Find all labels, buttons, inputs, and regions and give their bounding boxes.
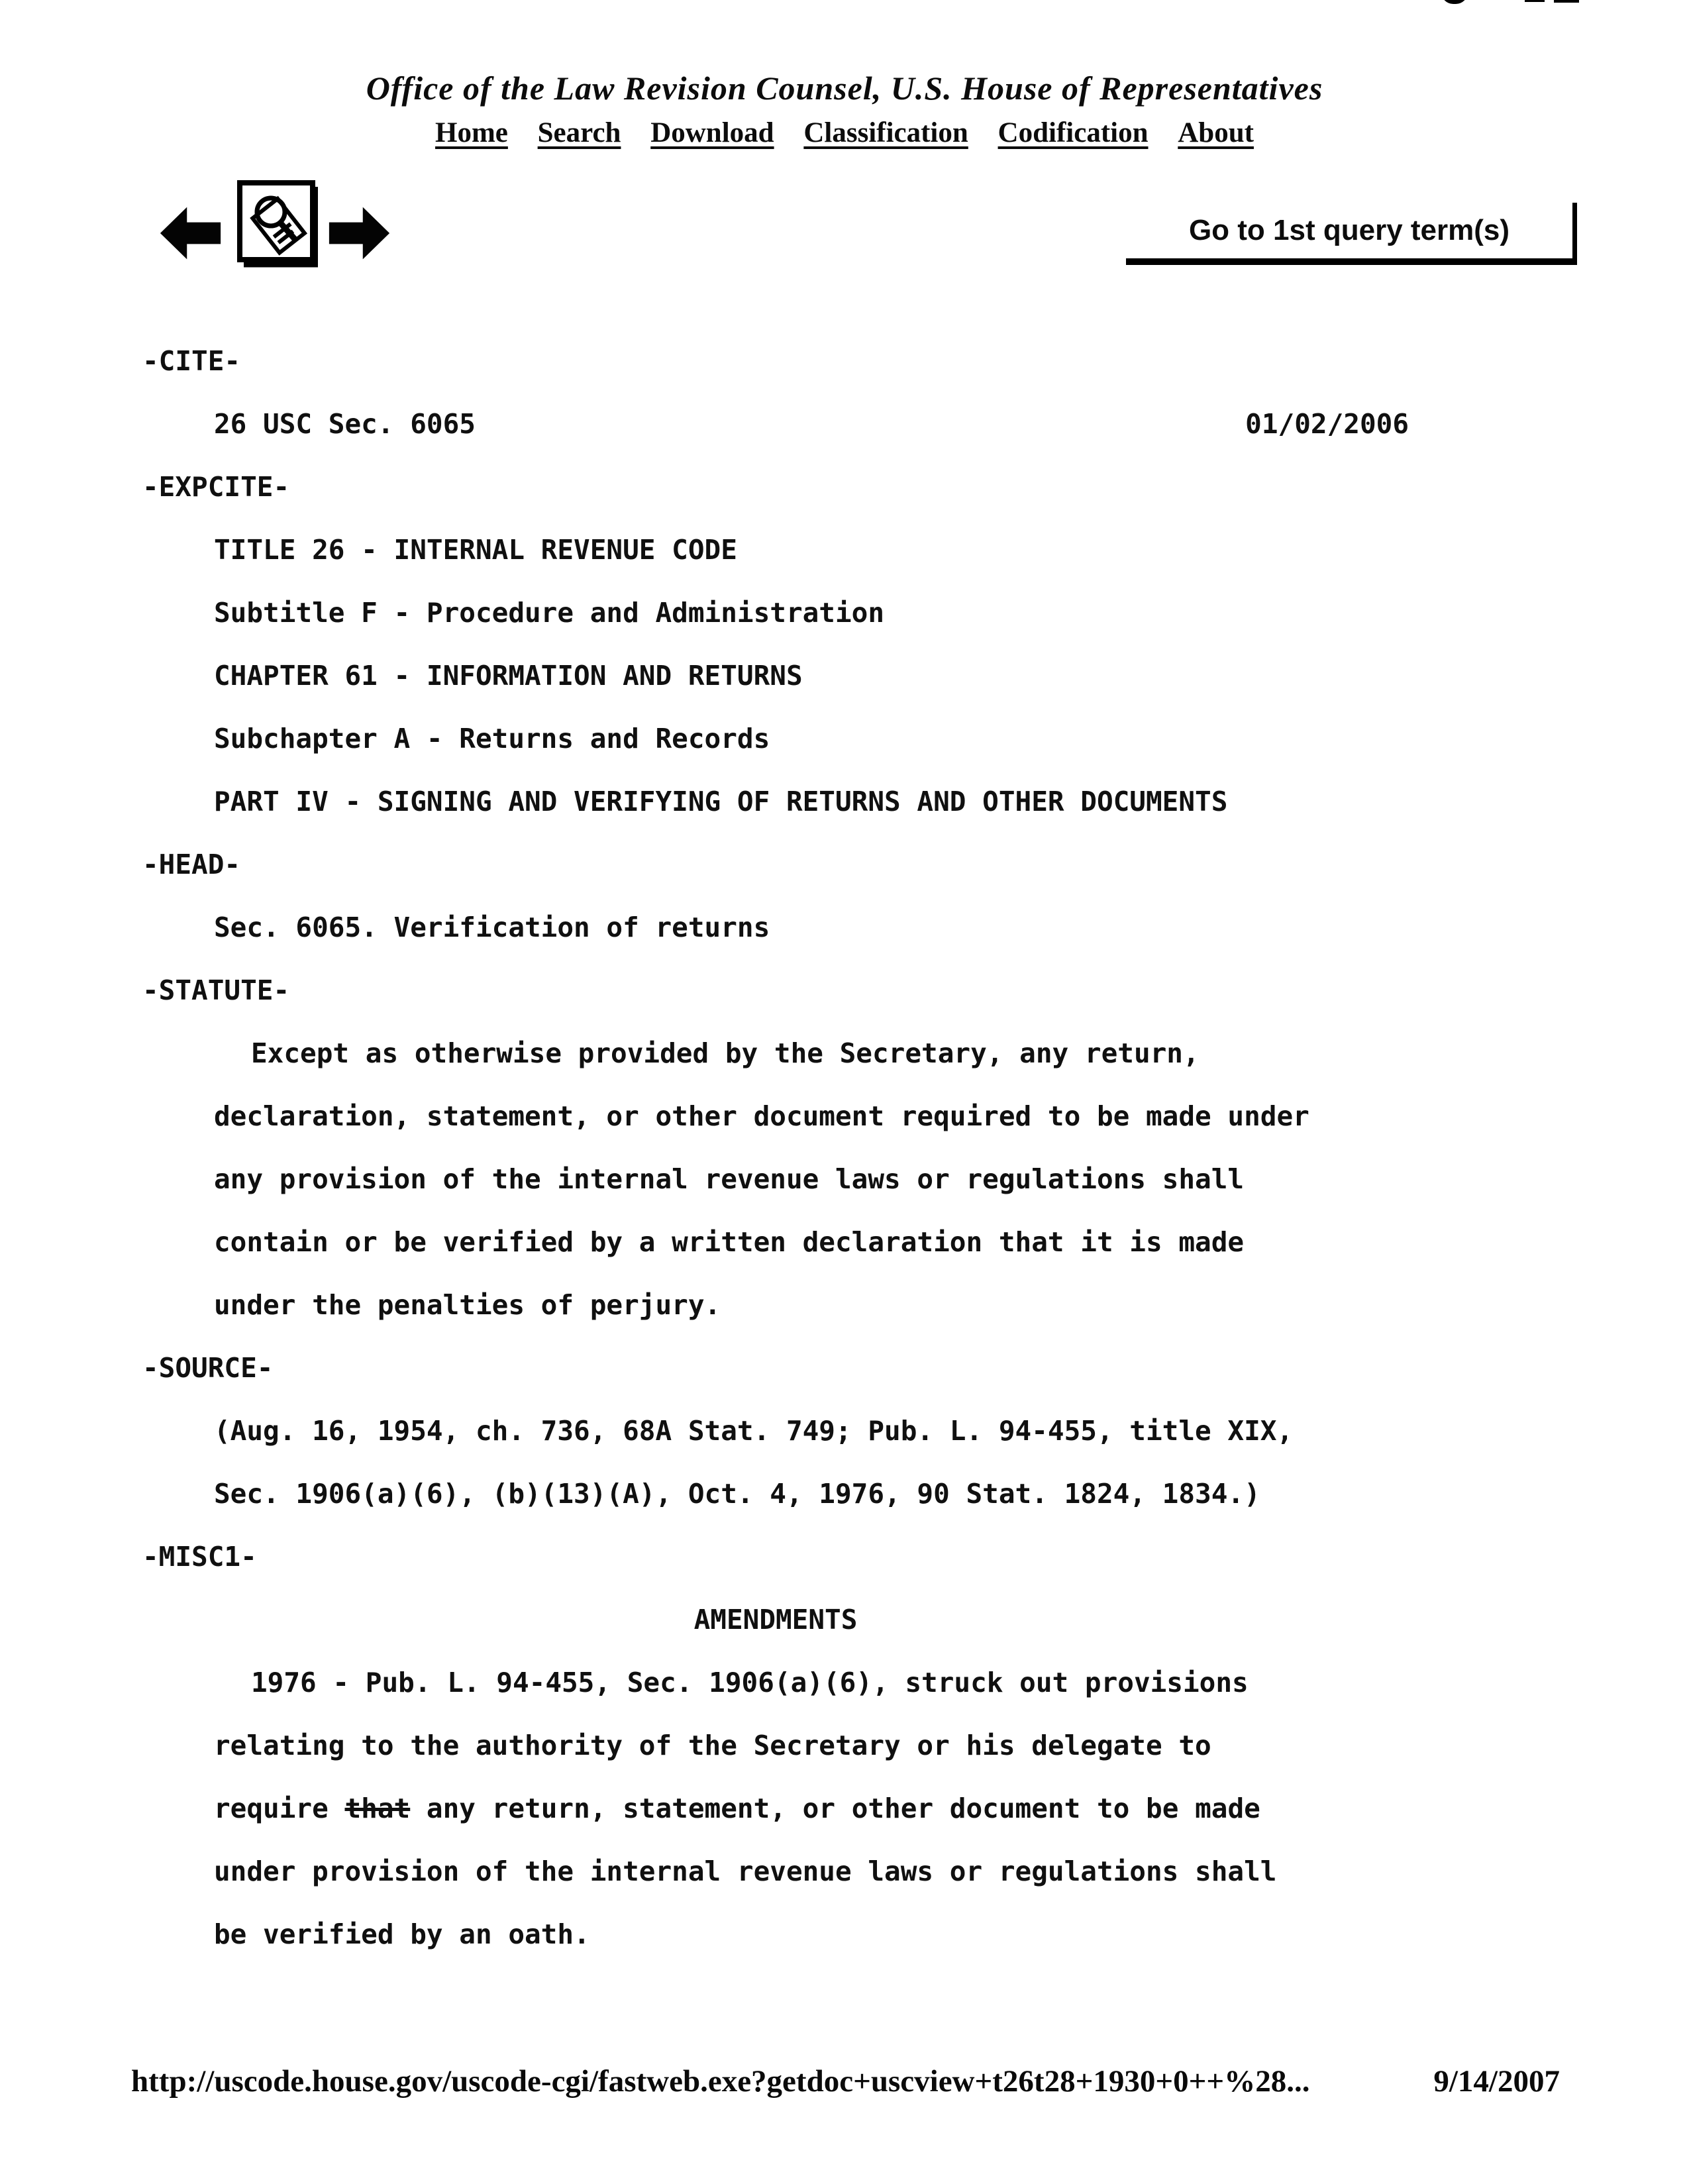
- doc-line: -SOURCE-: [142, 1352, 274, 1384]
- nav-link-download[interactable]: Download: [650, 117, 774, 148]
- go-to-first-query-term-button[interactable]: [1126, 203, 1577, 265]
- document-body: [0, 330, 1689, 1966]
- next-arrow-icon[interactable]: [327, 201, 391, 266]
- doc-line: AMENDMENTS: [693, 1604, 858, 1636]
- page-title: Office of the Law Revision Counsel, U.S. House of Representatives: [366, 70, 1323, 107]
- doc-line: any provision of the internal revenue laws or regulations shall: [214, 1163, 1245, 1195]
- doc-line: (Aug. 16, 1954, ch. 736, 68A Stat. 749; Pub. L. 94-455, title XIX,: [214, 1415, 1294, 1447]
- nav-link-codification[interactable]: Codification: [998, 117, 1149, 148]
- doc-line: be verified by an oath.: [214, 1918, 590, 1950]
- masthead: [0, 64, 1689, 154]
- clipped-glyph: [1441, 0, 1468, 4]
- doc-line: Except as otherwise provided by the Secretary, any return,: [251, 1037, 1200, 1069]
- doc-line: [0, 393, 1689, 456]
- footer-url: http://uscode.house.gov/uscode-cgi/fastweb.exe?getdoc+uscview+t26t28+1930+0++%28...: [131, 2064, 1310, 2099]
- nav-link-classification[interactable]: Classification: [803, 117, 968, 148]
- doc-line: TITLE 26 - INTERNAL REVENUE CODE: [214, 534, 737, 566]
- masthead-nav: [0, 113, 1689, 154]
- doc-line: Sec. 1906(a)(6), (b)(13)(A), Oct. 4, 1976, 90 Stat. 1824, 1834.): [214, 1478, 1260, 1510]
- doc-line: declaration, statement, or other document required to be made under: [214, 1100, 1309, 1132]
- doc-line: Sec. 6065. Verification of returns: [214, 911, 770, 943]
- doc-line: PART IV - SIGNING AND VERIFYING OF RETURNS AND OTHER DOCUMENTS: [214, 786, 1228, 817]
- go-button-label: Go to 1st query term(s): [1188, 214, 1510, 246]
- clipped-glyph: [1554, 0, 1579, 3]
- nav-link-about[interactable]: About: [1178, 117, 1254, 148]
- doc-line: Subchapter A - Returns and Records: [214, 723, 770, 754]
- clipped-text-fragment: [1431, 0, 1603, 8]
- doc-line: CHAPTER 61 - INFORMATION AND RETURNS: [214, 660, 803, 692]
- footer-date: 9/14/2007: [1433, 2064, 1560, 2099]
- doc-line: -MISC1-: [142, 1541, 257, 1573]
- cite-reference: 26 USC Sec. 6065: [214, 408, 476, 440]
- clipped-glyph: [1525, 0, 1545, 2]
- doc-line: require that any return, statement, or other document to be made: [214, 1793, 1260, 1824]
- print-footer: [0, 2061, 1689, 2101]
- prev-arrow-icon[interactable]: [159, 201, 223, 266]
- doc-line: 1976 - Pub. L. 94-455, Sec. 1906(a)(6), struck out provisions: [251, 1667, 1249, 1698]
- doc-line: Subtitle F - Procedure and Administration: [214, 597, 885, 629]
- doc-line: contain or be verified by a written declaration that it is made: [214, 1226, 1245, 1258]
- doc-line: -STATUTE-: [142, 974, 290, 1006]
- nav-link-home[interactable]: Home: [435, 117, 508, 148]
- doc-line: under the penalties of perjury.: [214, 1289, 721, 1321]
- nav-link-search[interactable]: Search: [537, 117, 621, 148]
- doc-line: under provision of the internal revenue laws or regulations shall: [214, 1855, 1277, 1887]
- doc-line: relating to the authority of the Secretary or his delegate to: [214, 1730, 1211, 1761]
- doc-line: -HEAD-: [142, 849, 241, 880]
- document-search-icon[interactable]: [236, 178, 321, 269]
- cite-date: 01/02/2006: [1245, 408, 1409, 440]
- doc-line: -CITE-: [142, 345, 241, 377]
- struck-word: that: [344, 1793, 411, 1824]
- doc-line: -EXPCITE-: [142, 471, 290, 503]
